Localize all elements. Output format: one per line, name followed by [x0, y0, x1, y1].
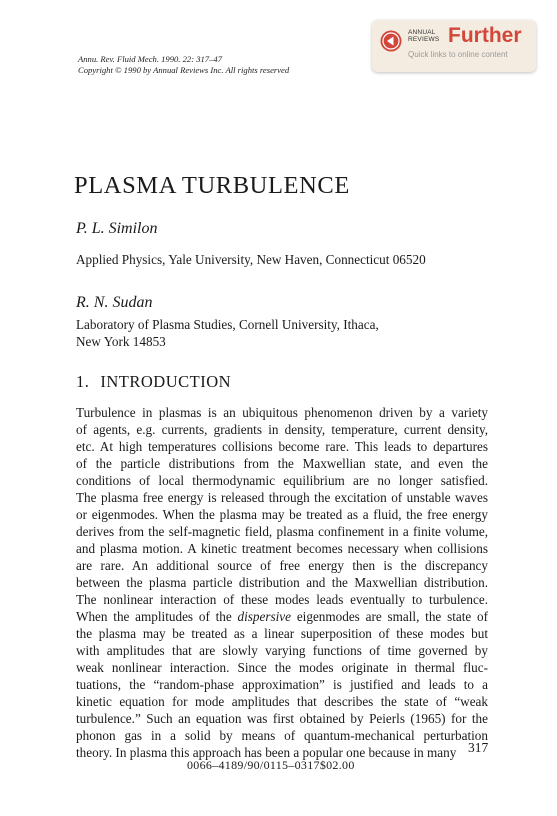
citation-line-journal: Annu. Rev. Fluid Mech. 1990. 22: 317–47	[78, 54, 222, 64]
annual-reviews-brand	[408, 29, 439, 43]
body-line: The nonlinear interaction of these modes leads eventually to turbulence.	[76, 592, 488, 607]
brand-line-reviews: REVIEWS	[408, 36, 440, 43]
author-affiliation-2	[76, 316, 379, 350]
play-icon	[380, 30, 402, 52]
affiliation-line: New York 14853	[76, 334, 166, 349]
body-line: kinetic equation for mode amplitudes that describes the state of “weak	[76, 694, 488, 709]
body-line: weak nonlinear interaction. Since the modes originate in thermal fluc-	[76, 660, 488, 675]
section-heading	[76, 372, 231, 392]
body-line: between the plasma particle distribution and the Maxwellian distribution.	[76, 575, 488, 590]
further-links-badge[interactable]	[372, 20, 536, 72]
author-name-2: R. N. Sudan	[76, 294, 153, 311]
affiliation-line: Laboratory of Plasma Studies, Cornell University, Ithaca,	[76, 317, 379, 332]
article-code: 0066–4189/90/0115–0317$02.00	[187, 758, 355, 772]
body-line: derives from the self-magnetic field, plasma confinement in a finite volume,	[76, 524, 488, 539]
body-line: theory. In plasma this approach has been a popular one because in many	[76, 745, 457, 760]
further-label: Further	[448, 24, 522, 47]
body-line: or eigenmodes. When the plasma may be treated as a fluid, the free energy	[76, 507, 488, 522]
article-title: PLASMA TURBULENCE	[74, 172, 350, 199]
body-line: with amplitudes that are slowly varying functions of time governed by	[76, 643, 488, 658]
body-line: of agents, e.g. currents, gradients in density, temperature, current density,	[76, 422, 488, 437]
body-line: of the particle distributions from the Maxwellian state, and even the	[76, 456, 488, 471]
body-line: The plasma free energy is released through the excitation of unstable waves	[76, 490, 488, 505]
section-number: 1.	[76, 372, 90, 391]
section-title: INTRODUCTION	[100, 372, 232, 391]
body-line: tuations, the “random-phase approximation” is justified and leads to a	[76, 677, 488, 692]
page-number: 317	[468, 740, 489, 755]
emphasis-word: dispersive	[237, 609, 292, 624]
body-line: Turbulence in plasmas is an ubiquitous phenomenon driven by a variety	[76, 405, 488, 420]
citation-line-copyright: Copyright © 1990 by Annual Reviews Inc. All rights reserved	[78, 65, 290, 75]
body-line-part: eigenmodes are small, the state of	[296, 609, 489, 624]
further-subtitle: Quick links to online content	[408, 50, 508, 59]
journal-citation	[78, 54, 289, 76]
body-line-part: When the amplitudes of the	[76, 609, 232, 624]
author-affiliation-1	[76, 251, 426, 268]
body-text	[76, 404, 488, 761]
body-line: turbulence.” Such an equation was first obtained by Peierls (1965) for the	[76, 711, 488, 726]
body-line: conditions of local thermodynamic equilibrium are no longer satisfied.	[76, 473, 488, 488]
brand-line-annual: ANNUAL	[408, 29, 436, 36]
body-line: phonon gas in a solid by means of quantum-mechanical perturbation	[76, 728, 488, 743]
body-line-with-emphasis	[76, 608, 488, 625]
body-line: are rare. An additional source of free energy then is the discrepancy	[76, 558, 488, 573]
body-line: the plasma may be treated as a linear superposition of these modes but	[76, 626, 488, 641]
body-line: etc. At high temperatures collisions become rare. This leads to departures	[76, 439, 488, 454]
author-name-1: P. L. Similon	[76, 220, 158, 237]
body-line: and plasma motion. A kinetic treatment becomes necessary when collisions	[76, 541, 488, 556]
affiliation-line: Applied Physics, Yale University, New Haven, Connecticut 06520	[76, 252, 426, 267]
